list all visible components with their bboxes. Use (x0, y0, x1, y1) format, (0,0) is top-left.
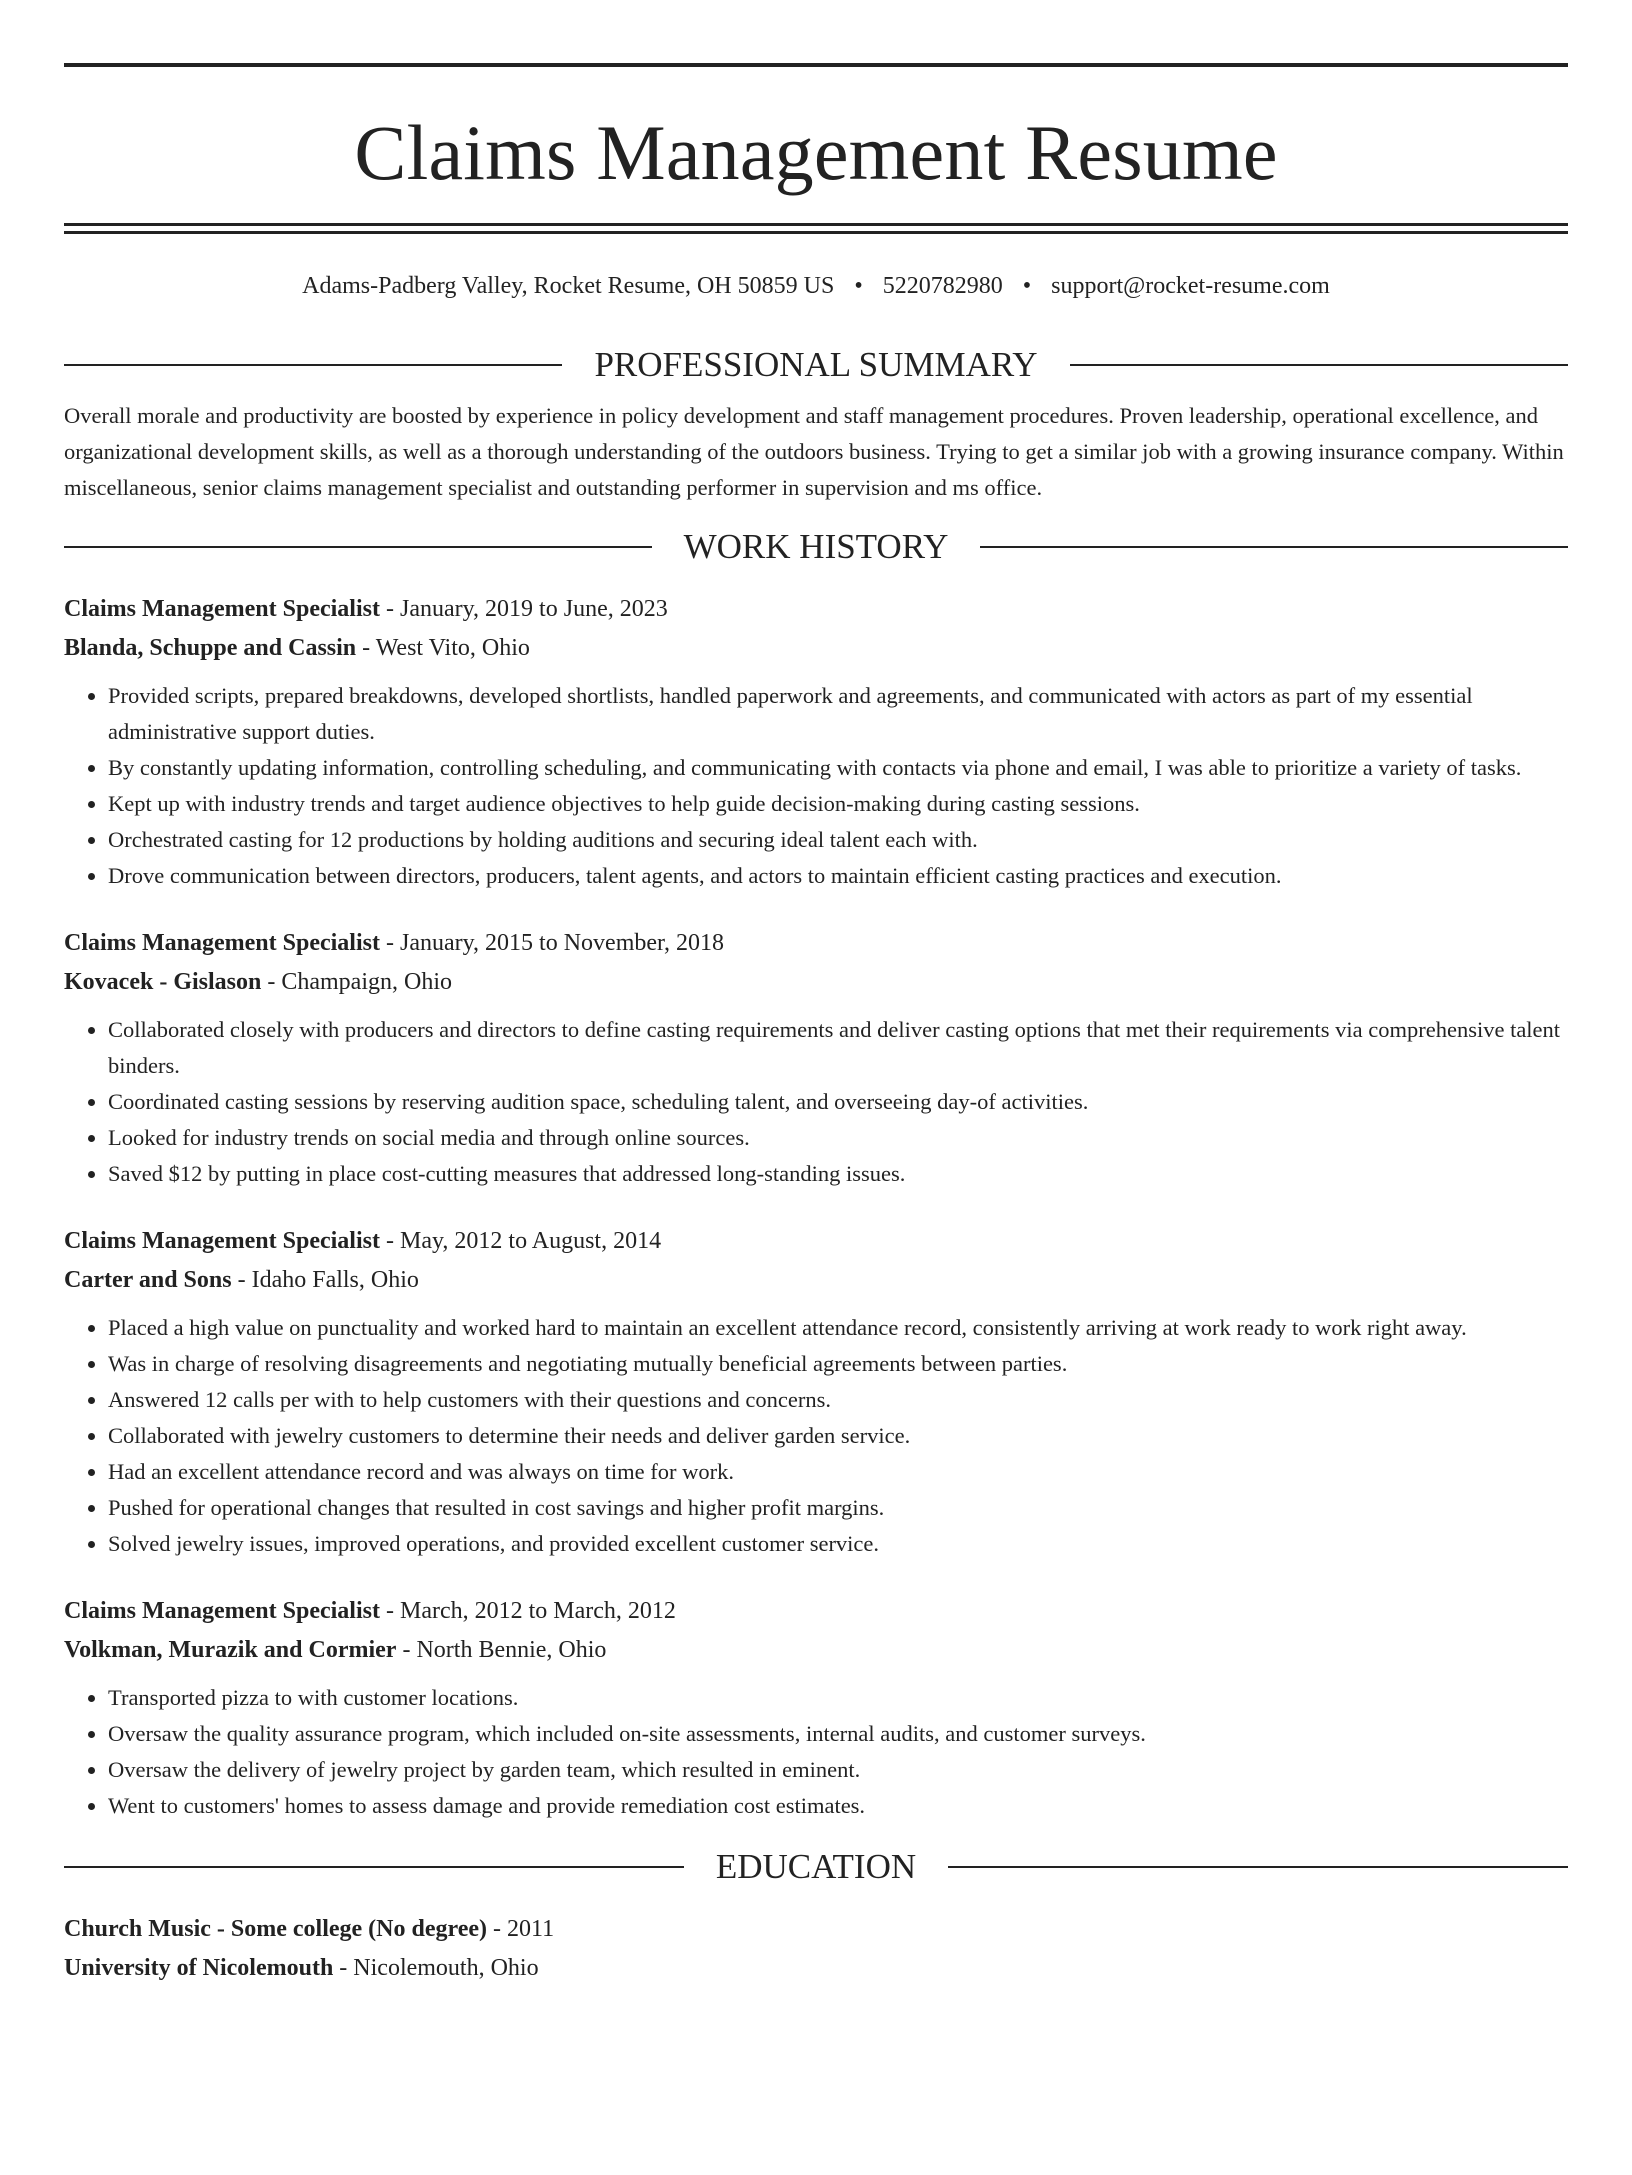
list-item: • Collaborated closely with producers and directors to define casting requirements and deliver casting options that met their requirements via comprehensive talent binders. (108, 1012, 1568, 1084)
top-rule (64, 63, 1568, 67)
list-item: • Solved jewelry issues, improved operations, and provided excellent customer service. (108, 1526, 1568, 1562)
job-company: Blanda, Schuppe and Cassin (64, 635, 357, 661)
education-location: - Nicolemouth, Ohio (333, 1955, 539, 1981)
contact-line (64, 270, 1568, 302)
title-double-rule (64, 223, 1568, 234)
section-rule-left (64, 1866, 684, 1868)
job-title: Claims Management Specialist (64, 1228, 380, 1254)
list-item: • Collaborated with jewelry customers to determine their needs and deliver garden service. (108, 1418, 1568, 1454)
job-entry (64, 924, 1568, 1192)
job-dates: - January, 2019 to June, 2023 (379, 596, 668, 622)
list-item: • Provided scripts, prepared breakdowns, developed shortlists, handled paperwork and agreements, and communicated with actors as part of my essential administrative support duties. (108, 678, 1568, 750)
job-company-line (64, 629, 1568, 668)
list-item: • Transported pizza to with customer locations. (108, 1680, 1568, 1716)
job-location: - Idaho Falls, Ohio (231, 1267, 419, 1293)
section-rule-right (980, 546, 1568, 548)
job-entry (64, 1592, 1568, 1824)
list-item: • Was in charge of resolving disagreements and negotiating mutually beneficial agreements between parties. (108, 1346, 1568, 1382)
education-school: University of Nicolemouth (64, 1955, 334, 1981)
job-location: - West Vito, Ohio (356, 635, 530, 661)
section-rule-left (64, 364, 562, 366)
resume-title: Claims Management Resume (354, 109, 1278, 196)
education-degree-line (64, 1910, 1568, 1949)
job-location: - North Bennie, Ohio (396, 1637, 607, 1663)
education-section-title: EDUCATION (715, 1847, 917, 1886)
job-title-line (64, 1222, 1568, 1261)
contact-phone: 5220782980 (882, 273, 1003, 299)
list-item: • Had an excellent attendance record and was always on time for work. (108, 1454, 1568, 1490)
list-item: • Oversaw the quality assurance program, which included on-site assessments, internal audits, and customer surveys. (108, 1716, 1568, 1752)
job-company-line (64, 963, 1568, 1002)
job-company: Kovacek - Gislason (64, 969, 262, 995)
job-bullets (64, 1012, 1568, 1192)
job-title-line (64, 1592, 1568, 1631)
resume-page (0, 63, 1632, 2175)
job-title-line (64, 590, 1568, 629)
contact-separator: • (1022, 273, 1032, 299)
job-title: Claims Management Specialist (64, 1598, 380, 1624)
job-dates: - March, 2012 to March, 2012 (379, 1598, 676, 1624)
list-item: • Saved $12 by putting in place cost-cutting measures that addressed long-standing issues. (108, 1156, 1568, 1192)
work-section-title: WORK HISTORY (683, 527, 949, 566)
job-bullets (64, 1680, 1568, 1824)
summary-section-header (64, 344, 1568, 386)
contact-address: Adams-Padberg Valley, Rocket Resume, OH 50859 US (302, 273, 835, 299)
job-location: - Champaign, Ohio (261, 969, 452, 995)
section-rule-left (64, 546, 652, 548)
list-item: • By constantly updating information, controlling scheduling, and communicating with contacts via phone and email, I was able to prioritize a variety of tasks. (108, 750, 1568, 786)
job-dates: - January, 2015 to November, 2018 (379, 930, 725, 956)
education-section-header (64, 1846, 1568, 1888)
list-item: • Placed a high value on punctuality and worked hard to maintain an excellent attendance record, consistently arriving at work ready to work right away. (108, 1310, 1568, 1346)
job-entry (64, 1222, 1568, 1562)
job-company: Volkman, Murazik and Cormier (64, 1637, 397, 1663)
job-title: Claims Management Specialist (64, 930, 380, 956)
summary-section-title: PROFESSIONAL SUMMARY (594, 345, 1038, 384)
section-rule-right (1070, 364, 1568, 366)
job-company-line (64, 1631, 1568, 1670)
contact-email: support@rocket-resume.com (1051, 273, 1330, 299)
list-item: • Answered 12 calls per with to help customers with their questions and concerns. (108, 1382, 1568, 1418)
list-item: • Coordinated casting sessions by reserving audition space, scheduling talent, and overseeing day-of activities. (108, 1084, 1568, 1120)
list-item: • Pushed for operational changes that resulted in cost savings and higher profit margins. (108, 1490, 1568, 1526)
list-item: • Went to customers' homes to assess damage and provide remediation cost estimates. (108, 1788, 1568, 1824)
education-year: - 2011 (487, 1916, 555, 1942)
education-degree: Church Music - Some college (No degree) (64, 1916, 488, 1942)
job-company: Carter and Sons (64, 1267, 232, 1293)
job-bullets (64, 1310, 1568, 1562)
job-entry (64, 590, 1568, 894)
summary-text: Overall morale and productivity are boosted by experience in policy development and staff management procedures. Proven leadership, operational excellence, and organizational development skills, as well as a thorough understanding of the outdoors business. Trying to get a similar job with a growing insurance company. Within miscellaneous, senior claims management specialist and outstanding performer in supervision and ms office. (64, 403, 1564, 500)
work-section-header (64, 526, 1568, 568)
list-item: • Oversaw the delivery of jewelry project by garden team, which resulted in eminent. (108, 1752, 1568, 1788)
list-item: • Looked for industry trends on social media and through online sources. (108, 1120, 1568, 1156)
list-item: • Orchestrated casting for 12 productions by holding auditions and securing ideal talent each with. (108, 822, 1568, 858)
job-bullets (64, 678, 1568, 894)
list-item: • Kept up with industry trends and target audience objectives to help guide decision-making during casting sessions. (108, 786, 1568, 822)
job-title: Claims Management Specialist (64, 596, 380, 622)
section-rule-right (948, 1866, 1568, 1868)
job-company-line (64, 1261, 1568, 1300)
job-dates: - May, 2012 to August, 2014 (379, 1228, 662, 1254)
list-item: • Drove communication between directors, producers, talent agents, and actors to maintain efficient casting practices and execution. (108, 858, 1568, 894)
education-entry (64, 1910, 1568, 1988)
education-school-line (64, 1949, 1568, 1988)
contact-separator: • (854, 273, 863, 299)
job-title-line (64, 924, 1568, 963)
